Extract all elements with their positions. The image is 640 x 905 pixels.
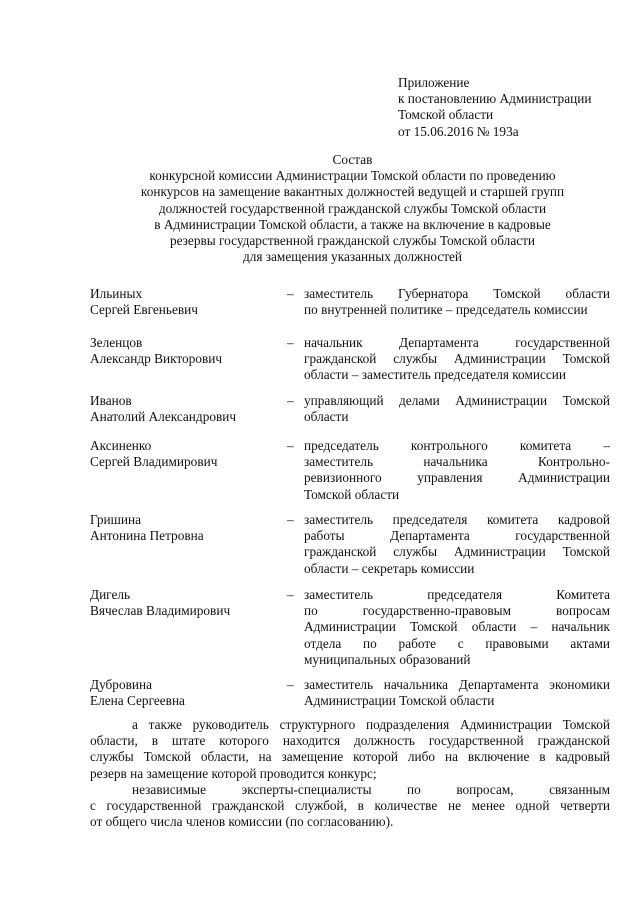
paragraph-line: от общего числа членов комиссии (по согласованию). — [90, 814, 394, 830]
member-entry — [90, 512, 610, 587]
member-surname: Дубровина — [90, 677, 153, 692]
member-surname: Иванов — [90, 393, 132, 408]
title-heading: Состав — [332, 152, 373, 167]
member-entry — [90, 438, 610, 512]
paragraph-experts — [90, 782, 610, 831]
member-position — [304, 677, 610, 709]
member-surname: Зеленцов — [90, 335, 143, 350]
position-line: по внутренней политике – председатель комиссии — [304, 302, 588, 318]
member-given-name: Анатолий Александрович — [90, 409, 237, 425]
dash-separator: – — [287, 512, 294, 527]
member-surname: Ильиных — [90, 286, 143, 301]
paragraph-line: а также руководитель структурного подразделения Администрации Томской — [132, 717, 610, 732]
member-surname: Гришина — [90, 512, 141, 527]
position-line: работы Департамента государственной — [304, 528, 610, 544]
member-name — [90, 335, 280, 367]
title-line: для замещения указанных должностей — [242, 249, 463, 265]
position-line: по государственно-правовым вопросам — [304, 603, 610, 619]
paragraph-line: службы Томской области, на замещение которой либо на включение в кадровый — [90, 749, 610, 765]
paragraph-also-head — [90, 717, 610, 782]
position-line: муниципальных образований — [304, 651, 471, 667]
position-line: Администрации Томской области – начальник — [304, 619, 610, 635]
position-line: области – заместитель председателя комиссии — [304, 367, 567, 383]
appendix-line: Приложение — [398, 75, 470, 90]
paragraph-line: резерв на замещение которой проводится конкурс; — [90, 765, 377, 781]
member-entry — [90, 335, 610, 393]
member-name — [90, 677, 280, 709]
appendix-line: к постановлению Администрации — [398, 91, 592, 107]
position-line: Томской области — [304, 486, 400, 502]
position-line: председатель контрольного комитета – — [304, 438, 610, 453]
dash-separator: – — [287, 286, 294, 301]
member-entry — [90, 286, 610, 335]
dash-separator: – — [287, 335, 294, 350]
position-line: Администрации Томской области — [304, 693, 495, 709]
position-line: заместитель начальника Контрольно- — [304, 454, 610, 470]
dash-separator: – — [287, 438, 294, 453]
member-entry — [90, 587, 610, 677]
member-name — [90, 286, 280, 318]
member-entry — [90, 393, 610, 438]
title-line: конкурсной комиссии Администрации Томской области по проведению — [149, 168, 556, 184]
position-line: гражданской службы Администрации Томской — [304, 351, 610, 367]
paragraph-line: независимые эксперты-специалисты по вопросам, связанным — [132, 782, 610, 797]
appendix-line: Томской области — [398, 107, 494, 123]
member-name — [90, 512, 280, 544]
member-given-name: Сергей Евгеньевич — [90, 302, 198, 318]
position-line: ревизионного управления Администрации — [304, 470, 610, 486]
position-line: области — [304, 409, 349, 425]
position-line: области – секретарь комиссии — [304, 560, 475, 576]
title-line: конкурсов на замещение вакантных должностей ведущей и старшей групп — [140, 184, 565, 200]
member-position — [304, 438, 610, 503]
appendix-line: от 15.06.2016 № 193а — [398, 123, 519, 139]
position-line: заместитель Губернатора Томской области — [304, 286, 610, 301]
member-given-name: Александр Викторович — [90, 351, 223, 367]
member-position — [304, 512, 610, 577]
member-name — [90, 587, 280, 619]
title-line: должностей государственной гражданской службы Томской области — [158, 200, 547, 216]
document-title — [90, 152, 615, 265]
member-name — [90, 393, 280, 425]
position-line: заместитель начальника Департамента экономики — [304, 677, 610, 692]
title-line: резервы государственной гражданской службы Томской области — [169, 233, 536, 249]
appendix-block — [398, 75, 628, 140]
position-line: заместитель председателя комитета кадровой — [304, 512, 610, 527]
member-position — [304, 335, 610, 384]
dash-separator: – — [287, 677, 294, 692]
position-line: управляющий делами Администрации Томской — [304, 393, 610, 408]
member-position — [304, 286, 610, 318]
member-name — [90, 438, 280, 470]
position-line: заместитель председателя Комитета — [304, 587, 610, 602]
position-line: начальник Департамента государственной — [304, 335, 610, 350]
paragraph-line: с государственной гражданской службой, в количестве не менее одной четверти — [90, 798, 610, 814]
position-line: гражданской службы Администрации Томской — [304, 544, 610, 560]
member-entry — [90, 677, 610, 717]
member-given-name: Елена Сергеевна — [90, 693, 185, 709]
member-surname: Аксиненко — [90, 438, 152, 453]
member-position — [304, 393, 610, 425]
position-line: отдела по работе с правовыми актами — [304, 635, 610, 651]
member-given-name: Антонина Петровна — [90, 528, 204, 544]
member-position — [304, 587, 610, 668]
paragraph-line: области, в штате которого находится должность государственной гражданской — [90, 733, 610, 749]
member-surname: Дигель — [90, 587, 131, 602]
dash-separator: – — [287, 393, 294, 408]
commission-members — [90, 286, 610, 717]
member-given-name: Вячеслав Владимирович — [90, 603, 231, 619]
title-line: в Администрации Томской области, а также на включение в кадровые — [154, 216, 551, 232]
member-given-name: Сергей Владимирович — [90, 454, 218, 470]
dash-separator: – — [287, 587, 294, 602]
